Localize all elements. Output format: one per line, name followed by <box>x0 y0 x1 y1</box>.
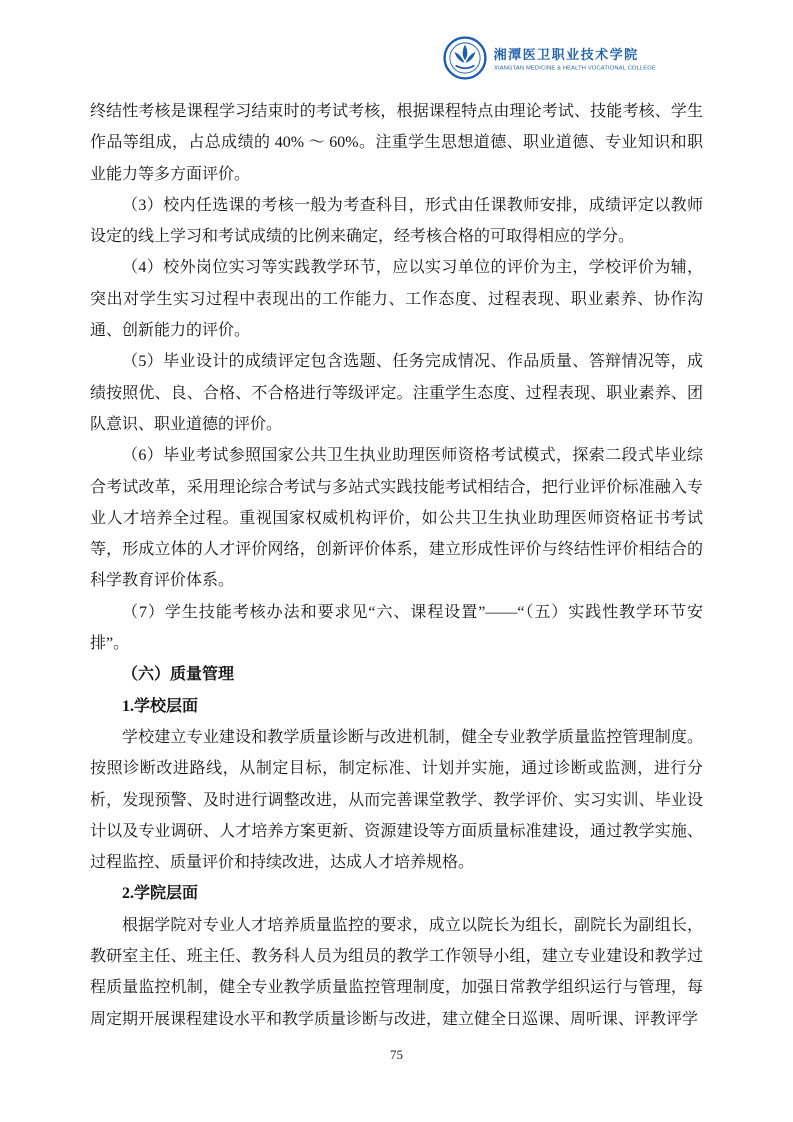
college-name-english: XIANGTAN MEDICINE & HEALTH VOCATIONAL COLLEGE <box>493 65 656 72</box>
page-footer <box>0 1046 793 1064</box>
paragraph-item-7-skill-assessment-reference: （7）学生技能考核办法和要求见“六、课程设置”——“（五）实践性教学环节安排”。 <box>90 603 703 653</box>
paragraph-item-3-elective-courses: （3）校内任选课的考核一般为考查科目，形式由任课教师安排，成绩评定以教师设定的线上学习和考试成绩的比例来确定，经考核合格的可取得相应的学分。 <box>90 196 703 246</box>
college-logo-text <box>494 44 691 72</box>
paragraph-school-level-quality: 学校建立专业建设和教学质量诊断与改进机制，健全专业教学质量监控管理制度。按照诊断改进路线，从制定目标，制定标准、计划并实施，通过诊断或监测，进行分析，发现预警、及时进行调整改进，从而完善课堂教学、教学评价、实习实训、毕业设计以及专业调研、人才培养方案更新、资源建设等方面质量标准建设，通过教学实施、过程监控、质量评价和持续改进，达成人才培养规格。 <box>90 728 703 872</box>
paragraph-item-4-internship-evaluation: （4）校外岗位实习等实践教学环节，应以实习单位的评价为主，学校评价为辅，突出对学生实习过程中表现出的工作能力、工作态度、过程表现、职业素养、协作沟通、创新能力的评价。 <box>90 259 703 340</box>
page-header <box>443 36 691 80</box>
college-logo <box>443 36 691 80</box>
college-name: 湘潭医卫职业技术学院 <box>493 47 639 62</box>
heading-1-school-level: 1.学校层面 <box>122 697 199 715</box>
paragraph-college-level-quality: 根据学院对专业人才培养质量监控的要求，成立以院长为组长，副院长为副组长，教研室主任、班主任、教务科人员为组员的教学工作领导小组，建立专业建设和教学过程质量监控机制，健全专业教学质量监控管理制度，加强日常教学组织运行与管理，每周定期开展课程建设水平和教学质量诊断与改进，建立健全日巡课、周听课、评教评学 <box>90 916 703 1028</box>
college-logo-emblem-icon <box>443 36 487 80</box>
heading-2-college-level: 2.学院层面 <box>122 885 199 903</box>
heading-section-6-quality-management: （六）质量管理 <box>122 666 235 684</box>
paragraph-summative-assessment: 终结性考核是课程学习结束时的考试考核，根据课程特点由理论考试、技能考核、学生作品等组成，占总成绩的 40% ～ 60%。注重学生思想道德、职业道德、专业知识和职业能力等多方面评价。 <box>90 103 703 183</box>
page-number: 75 <box>390 1047 403 1062</box>
paragraph-item-6-graduation-exam: （6）毕业考试参照国家公共卫生执业助理医师资格考试模式，探索二段式毕业综合考试改革，采用理论综合考试与多站式实践技能考试相结合，把行业评价标准融入专业人才培养全过程。重视国家权威机构评价，如公共卫生执业助理医师资格证书考试等，形成立体的人才评价网络，创新评价体系，建立形成性评价与终结性评价相结合的科学教育评价体系。 <box>90 447 703 590</box>
document-body <box>90 96 703 1035</box>
paragraph-item-5-graduation-design: （5）毕业设计的成绩评定包含选题、任务完成情况、作品质量、答辩情况等，成绩按照优、良、合格、不合格进行等级评定。注重学生态度、过程表现、职业素养、团队意识、职业道德的评价。 <box>90 353 703 433</box>
